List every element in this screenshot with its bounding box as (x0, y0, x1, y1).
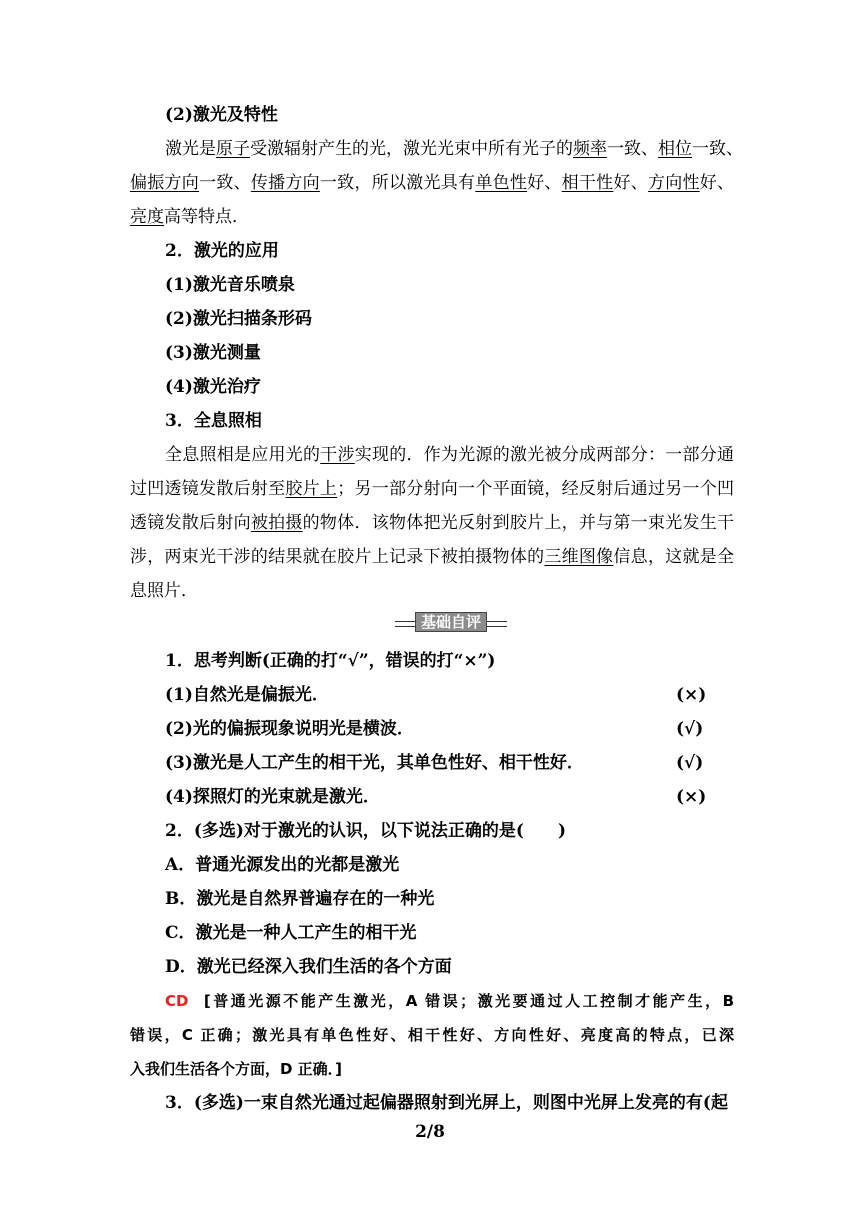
judgement-item: (4)探照灯的光束就是激光． (165, 787, 380, 807)
option-c: C．激光是一种人工产生的相干光 (165, 923, 417, 943)
fill-answer: 相位 (658, 139, 692, 159)
page-number: 2/8 (415, 1122, 445, 1142)
option-a: A．普通光源发出的光都是激光 (165, 855, 400, 875)
paragraph-line: 过凹透镜发散后射至胶片上；另一部分射向一个平面镜，经反射后通过另一个凹 (130, 479, 735, 499)
paragraph-line: 涉，两束光干涉的结果就在胶片上记录下被拍摄物体的三维图像信息，这就是全 (130, 547, 735, 567)
judgement-item: (2)光的偏振现象说明光是横波． (165, 719, 414, 739)
paragraph-line: 偏振方向一致、传播方向一致，所以激光具有单色性好、相干性好、方向性好、 (130, 173, 735, 193)
subsection-heading: (2)激光及特性 (165, 105, 278, 125)
option-b: B．激光是自然界普遍存在的一种光 (165, 889, 435, 909)
paragraph-line: 透镜发散后射向被拍摄的物体．该物体把光反射到胶片上，并与第一束光发生干 (130, 513, 735, 533)
judgement-mark: (×) (676, 685, 707, 705)
list-item: (3)激光测量 (165, 343, 261, 363)
paragraph-line: 亮度高等特点． (130, 207, 249, 227)
fill-answer: 单色性 (475, 173, 528, 193)
list-item: (2)激光扫描条形码 (165, 309, 312, 329)
answer-explanation: 错误，C 正确；激光具有单色性好、相干性好、方向性好、亮度高的特点，已深 (130, 1026, 734, 1044)
badge-label: 基础自评 (415, 612, 487, 632)
badge-rule-left (395, 621, 415, 627)
question-stem: 3．(多选)一束自然光通过起偏器照射到光屏上，则图中光屏上发亮的有(起 (165, 1093, 728, 1113)
fill-answer: 三维图像 (544, 547, 614, 567)
fill-answer: 原子 (216, 139, 250, 159)
answer-explanation: 入我们生活各个方面，D 正确．] (130, 1060, 343, 1078)
fill-answer: 传播方向 (250, 173, 320, 193)
fill-answer: 频率 (573, 139, 607, 159)
section-heading: 2．激光的应用 (165, 241, 279, 261)
paragraph-line: 激光是原子受激辐射产生的光，激光光束中所有光子的频率一致、相位一致、 (165, 139, 743, 159)
question-stem: 1．思考判断(正确的打“√”，错误的打“×”) (165, 651, 496, 671)
badge-rule-right (487, 621, 507, 627)
fill-answer: 相干性 (561, 173, 614, 193)
option-d: D．激光已经深入我们生活的各个方面 (165, 957, 452, 977)
judgement-mark: (√) (676, 753, 704, 773)
fill-answer: 亮度 (130, 207, 164, 227)
section-heading: 3．全息照相 (165, 411, 262, 431)
fill-answer: 方向性 (647, 173, 700, 193)
fill-answer: 干涉 (320, 445, 355, 465)
paragraph-line: 息照片． (130, 581, 198, 601)
fill-answer: 被拍摄 (250, 513, 303, 533)
section-badge (395, 612, 509, 632)
paragraph-line: 全息照相是应用光的干涉实现的．作为光源的激光被分成两部分：一部分通 (165, 445, 734, 465)
list-item: (4)激光治疗 (165, 377, 261, 397)
fill-answer: 胶片上 (285, 479, 338, 499)
answer-explanation: CD [普通光源不能产生激光，A 错误；激光要通过人工控制才能产生，B (165, 992, 735, 1010)
judgement-mark: (√) (676, 719, 704, 739)
question-stem: 2．(多选)对于激光的认识，以下说法正确的是( ) (165, 821, 567, 841)
answer-key: CD (165, 992, 189, 1010)
judgement-item: (3)激光是人工产生的相干光，其单色性好、相干性好． (165, 753, 584, 773)
fill-answer: 偏振方向 (130, 173, 200, 193)
judgement-item: (1)自然光是偏振光． (165, 685, 329, 705)
judgement-mark: (×) (676, 787, 707, 807)
list-item: (1)激光音乐喷泉 (165, 275, 295, 295)
